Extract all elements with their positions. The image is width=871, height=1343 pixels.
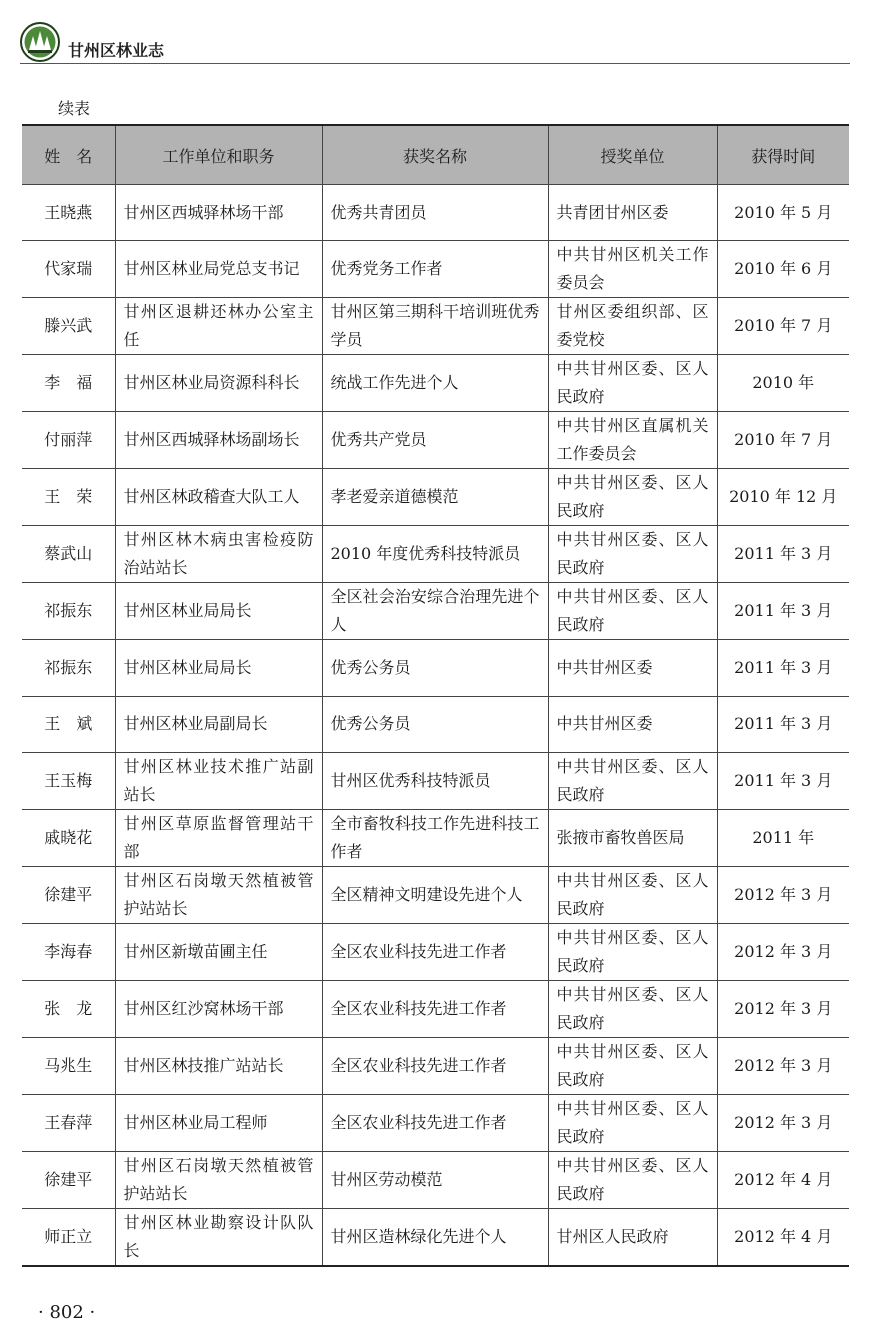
table-row [22, 753, 849, 810]
cell-name: 王 荣 [22, 469, 115, 526]
cell-date: 2010 年 7 月 [717, 298, 849, 355]
continued-label: 续表 [58, 99, 91, 118]
cell-name: 王晓燕 [22, 185, 115, 241]
cell-date: 2012 年 3 月 [717, 867, 849, 924]
cell-name: 王 斌 [22, 696, 115, 752]
cell-grantor: 中共甘州区委、区人民政府 [548, 355, 717, 412]
header-divider [20, 63, 850, 65]
cell-name: 马兆生 [22, 1038, 115, 1095]
cell-grantor: 中共甘州区委、区人民政府 [548, 1038, 717, 1095]
cell-grantor: 共青团甘州区委 [548, 185, 717, 241]
cell-grantor: 中共甘州区机关工作委员会 [548, 241, 717, 298]
cell-name: 戚晓花 [22, 810, 115, 867]
cell-award: 甘州区造林绿化先进个人 [322, 1209, 548, 1267]
cell-grantor: 中共甘州区委 [548, 696, 717, 752]
cell-name: 代家瑞 [22, 241, 115, 298]
book-title: 甘州区林业志 [68, 41, 165, 60]
page-number: · 802 · [38, 1302, 96, 1323]
table-row [22, 412, 849, 469]
cell-unit: 甘州区红沙窝林场干部 [115, 981, 322, 1038]
cell-date: 2012 年 3 月 [717, 1095, 849, 1152]
cell-date: 2010 年 5 月 [717, 185, 849, 241]
awards-table [22, 124, 849, 1267]
cell-unit: 甘州区西城驿林场干部 [115, 185, 322, 241]
cell-date: 2012 年 3 月 [717, 924, 849, 981]
cell-grantor: 甘州区人民政府 [548, 1209, 717, 1267]
cell-name: 徐建平 [22, 1152, 115, 1209]
cell-grantor: 中共甘州区委、区人民政府 [548, 526, 717, 583]
cell-date: 2011 年 3 月 [717, 583, 849, 640]
table-row [22, 1038, 849, 1095]
cell-award: 全区农业科技先进工作者 [322, 1095, 548, 1152]
cell-unit: 甘州区林业局局长 [115, 640, 322, 696]
cell-name: 蔡武山 [22, 526, 115, 583]
cell-unit: 甘州区林技推广站站长 [115, 1038, 322, 1095]
cell-award: 全区社会治安综合治理先进个人 [322, 583, 548, 640]
cell-unit: 甘州区林政稽查大队工人 [115, 469, 322, 526]
cell-award: 全区农业科技先进工作者 [322, 981, 548, 1038]
table-row [22, 469, 849, 526]
column-header-award: 获奖名称 [322, 125, 548, 185]
table-row [22, 185, 849, 241]
cell-grantor: 中共甘州区委、区人民政府 [548, 1152, 717, 1209]
cell-unit: 甘州区林业局工程师 [115, 1095, 322, 1152]
cell-name: 张 龙 [22, 981, 115, 1038]
cell-award: 甘州区第三期科干培训班优秀学员 [322, 298, 548, 355]
cell-grantor: 中共甘州区委、区人民政府 [548, 583, 717, 640]
cell-unit: 甘州区石岗墩天然植被管护站站长 [115, 867, 322, 924]
table-row [22, 696, 849, 752]
table-row [22, 1095, 849, 1152]
cell-name: 祁振东 [22, 640, 115, 696]
cell-grantor: 张掖市畜牧兽医局 [548, 810, 717, 867]
cell-grantor: 中共甘州区委、区人民政府 [548, 753, 717, 810]
table-row [22, 867, 849, 924]
cell-award: 统战工作先进个人 [322, 355, 548, 412]
cell-date: 2012 年 3 月 [717, 1038, 849, 1095]
table-row [22, 924, 849, 981]
column-header-name: 姓 名 [22, 125, 115, 185]
table-row [22, 1209, 849, 1267]
table-row [22, 810, 849, 867]
cell-award: 全区农业科技先进工作者 [322, 924, 548, 981]
cell-date: 2010 年 6 月 [717, 241, 849, 298]
cell-name: 师正立 [22, 1209, 115, 1267]
cell-date: 2012 年 3 月 [717, 981, 849, 1038]
cell-unit: 甘州区林业局党总支书记 [115, 241, 322, 298]
cell-grantor: 中共甘州区委、区人民政府 [548, 981, 717, 1038]
cell-name: 王春萍 [22, 1095, 115, 1152]
cell-unit: 甘州区林业局资源科科长 [115, 355, 322, 412]
cell-name: 徐建平 [22, 867, 115, 924]
cell-name: 李 福 [22, 355, 115, 412]
table-row [22, 355, 849, 412]
column-header-unit: 工作单位和职务 [115, 125, 322, 185]
cell-grantor: 甘州区委组织部、区委党校 [548, 298, 717, 355]
table-row [22, 640, 849, 696]
table-row [22, 298, 849, 355]
cell-award: 2010 年度优秀科技特派员 [322, 526, 548, 583]
cell-unit: 甘州区林业勘察设计队队长 [115, 1209, 322, 1267]
cell-date: 2010 年 12 月 [717, 469, 849, 526]
cell-name: 李海春 [22, 924, 115, 981]
table-body [22, 185, 849, 1267]
cell-unit: 甘州区草原监督管理站干部 [115, 810, 322, 867]
cell-date: 2010 年 7 月 [717, 412, 849, 469]
column-header-date: 获得时间 [717, 125, 849, 185]
cell-unit: 甘州区退耕还林办公室主任 [115, 298, 322, 355]
cell-date: 2011 年 3 月 [717, 526, 849, 583]
page-header [20, 22, 850, 64]
cell-unit: 甘州区林业局局长 [115, 583, 322, 640]
cell-date: 2011 年 3 月 [717, 753, 849, 810]
cell-date: 2011 年 3 月 [717, 640, 849, 696]
table-row [22, 1152, 849, 1209]
cell-unit: 甘州区西城驿林场副场长 [115, 412, 322, 469]
cell-award: 优秀共青团员 [322, 185, 548, 241]
cell-date: 2012 年 4 月 [717, 1152, 849, 1209]
cell-award: 甘州区劳动模范 [322, 1152, 548, 1209]
table-row [22, 583, 849, 640]
cell-award: 全市畜牧科技工作先进科技工作者 [322, 810, 548, 867]
table-header-row [22, 125, 849, 185]
cell-name: 付丽萍 [22, 412, 115, 469]
cell-date: 2011 年 [717, 810, 849, 867]
cell-date: 2012 年 4 月 [717, 1209, 849, 1267]
cell-award: 全区精神文明建设先进个人 [322, 867, 548, 924]
cell-grantor: 中共甘州区直属机关工作委员会 [548, 412, 717, 469]
cell-date: 2010 年 [717, 355, 849, 412]
cell-grantor: 中共甘州区委、区人民政府 [548, 469, 717, 526]
cell-award: 全区农业科技先进工作者 [322, 1038, 548, 1095]
cell-award: 优秀公务员 [322, 640, 548, 696]
cell-award: 优秀党务工作者 [322, 241, 548, 298]
cell-grantor: 中共甘州区委、区人民政府 [548, 924, 717, 981]
cell-unit: 甘州区石岗墩天然植被管护站站长 [115, 1152, 322, 1209]
cell-award: 孝老爱亲道德模范 [322, 469, 548, 526]
cell-name: 祁振东 [22, 583, 115, 640]
cell-date: 2011 年 3 月 [717, 696, 849, 752]
cell-unit: 甘州区林业局副局长 [115, 696, 322, 752]
cell-award: 甘州区优秀科技特派员 [322, 753, 548, 810]
cell-unit: 甘州区林木病虫害检疫防治站站长 [115, 526, 322, 583]
cell-unit: 甘州区新墩苗圃主任 [115, 924, 322, 981]
cell-unit: 甘州区林业技术推广站副站长 [115, 753, 322, 810]
cell-award: 优秀共产党员 [322, 412, 548, 469]
cell-grantor: 中共甘州区委 [548, 640, 717, 696]
cell-name: 滕兴武 [22, 298, 115, 355]
cell-award: 优秀公务员 [322, 696, 548, 752]
cell-grantor: 中共甘州区委、区人民政府 [548, 867, 717, 924]
cell-name: 王玉梅 [22, 753, 115, 810]
table-row [22, 526, 849, 583]
column-header-grantor: 授奖单位 [548, 125, 717, 185]
cell-grantor: 中共甘州区委、区人民政府 [548, 1095, 717, 1152]
forest-logo-icon [20, 22, 60, 62]
table-row [22, 981, 849, 1038]
table-row [22, 241, 849, 298]
